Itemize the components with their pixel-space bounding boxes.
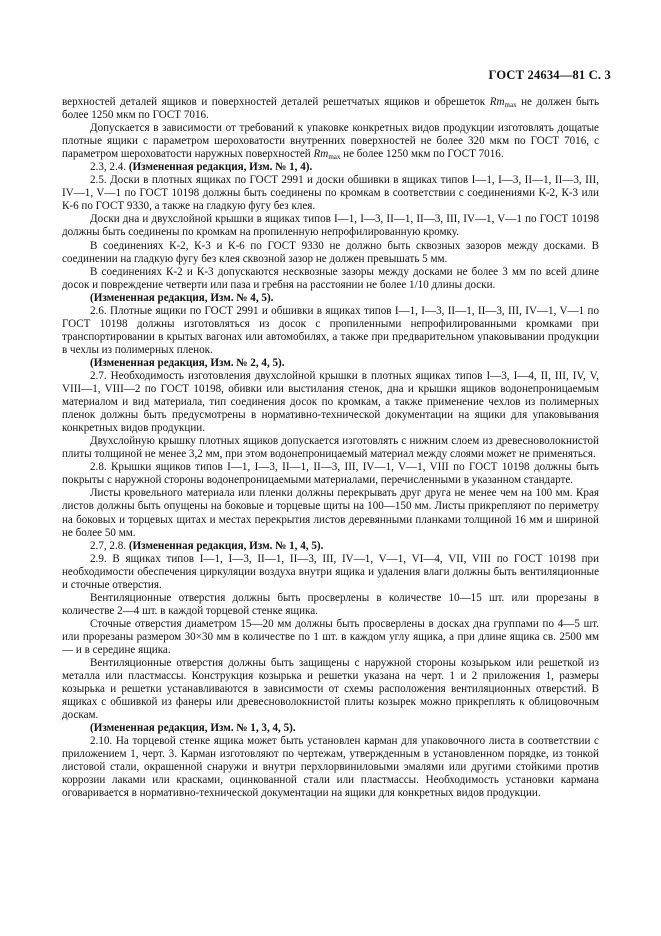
- paragraph-text: 2.7, 2.8.: [90, 539, 129, 552]
- paragraph-text: Вентиляционные отверстия должны быть защищены с наружной стороны козырьком или решеткой из металла или пластмассы. Конструкция козырька и решетки указана на черт. 1 и 2 приложения 1, размеры козырька и решетки устанавливаются в зависимости от схемы расположения вентиляционных отверстий. В ящиках с обшивкой из фанеры или древесноволокнистой плиты козырек можно прикреплять к облицовочным доскам.: [62, 657, 599, 722]
- paragraph-p7: [62, 292, 599, 305]
- amendment-note: (Измененная редакция, Изм. № 1, 4, 5).: [128, 539, 324, 552]
- paragraph-p2: [62, 161, 599, 174]
- amendment-note: (Измененная редакция, Изм. № 1, 4).: [128, 161, 313, 174]
- amendment-note: (Измененная редакция, Изм. № 2, 4, 5).: [90, 356, 285, 369]
- paragraph-p12: [62, 461, 599, 487]
- paragraph-p15: [62, 553, 599, 592]
- paragraph-text: 2.5. Доски в плотных ящиках по ГОСТ 2991 и доски обшивки в ящиках типов I—1, I—3, II—1, II—3, III, IV—1, V—1 по ГОСТ 10198 должны быть соединены по кромкам в соответствии с соединениями К-2, К-3 или К-6 по ГОСТ 9330, а также на гладкую фугу без клея.: [62, 174, 599, 213]
- paragraph-p19: [62, 722, 599, 735]
- subscript-text: max: [504, 101, 517, 109]
- paragraph-p1: [62, 122, 599, 161]
- page-header: ГОСТ 24634—81 С. 3: [488, 68, 611, 82]
- paragraph-p16: [62, 592, 599, 618]
- paragraph-text: 2.3, 2.4.: [90, 161, 129, 174]
- paragraph-text: не должен быть более 1250 мкм по ГОСТ 7016.: [62, 96, 599, 122]
- paragraph-text: не более 1250 мкм по ГОСТ 7016.: [340, 148, 504, 161]
- paragraph-text: 2.7. Необходимость изготовления двухслойной крышки в плотных ящиках типов I—3, I—4, II, III, IV, V, VIII—1, VIII—2 по ГОСТ 10198, обивки или выстилания стенок, дна и крышки ящиков водонепроницаемым материалом и вид материала, тип соединения досок по кромкам, а также применение чехлов из полимерных пленок должны быть предусмотрены в нормативно-технической документации на ящики для упаковывания конкретных видов продукции.: [62, 369, 599, 435]
- paragraph-p9: [62, 357, 599, 370]
- paragraph-text: верхностей деталей ящиков и поверхностей деталей решетчатых ящиков и обрешеток: [62, 96, 490, 108]
- paragraph-text: 2.10. На торцевой стенке ящика может быть установлен карман для упаковочного листа в соответствии с приложением 1, черт. 3. Карман изготовляют по чертежам, утвержденным в установленном порядке, из тонкой листовой стали, окрашенной снаружи и внутри перхлорвиниловыми эмалями или другими стойкими против коррозии лаками или красками, оцинкованной стали или пластмассы. Необходимость установки кармана оговаривается в нормативно-технической документации на ящики для конкретных видов продукции.: [62, 735, 599, 800]
- document-body: [62, 96, 599, 801]
- paragraph-text: Сточные отверстия диаметром 15—20 мм должны быть просверлены в досках дна группами по 4—5 шт. или прорезаны размером 30×30 мм в количестве по 1 шт. в каждом углу ящика, а при длине ящика св. 2500 мм — и в середине ящика.: [62, 617, 599, 656]
- paragraph-p3: [62, 174, 599, 213]
- paragraph-p17: [62, 618, 599, 657]
- paragraph-text: 2.6. Плотные ящики по ГОСТ 2991 и обшивки в ящиках типов I—1, I—3, II—1, II—3, III, IV—1, V—1 по ГОСТ 10198 должны изготовляться из досок с пропиленными непрофилированными кромками при транспортировании в крытых вагонах или автомобилях, а также при предварительном упаковывании продукции в чехлы из полимерных пленок.: [62, 304, 599, 356]
- paragraph-text: В соединениях К-2 и К-3 допускаются несквозные зазоры между досками не более 3 мм по всей длине досок и повреждение четверти или паза и гребня на расстоянии не более 1/10 длины доски.: [62, 265, 599, 291]
- subscript-text: max: [328, 153, 341, 162]
- paragraph-p20: [62, 735, 599, 800]
- paragraph-text: Вентиляционные отверстия должны быть просверлены в количестве 10—15 шт. или прорезаны в количестве 2—4 шт. в каждой торцевой стенке ящика.: [62, 591, 599, 617]
- paragraph-p13: [62, 487, 599, 539]
- paragraph-text: Двухслойную крышку плотных ящиков допускается изготовлять с нижним слоем из древесноволокнистой плиты толщиной не менее 3,2 мм, при этом водонепроницаемый материал между слоями может не применяться.: [62, 435, 599, 461]
- paragraph-text: В соединениях К-2, К-3 и К-6 по ГОСТ 9330 не должно быть сквозных зазоров между досками. В соединении на гладкую фугу без клея сквозной зазор не должен превышать 5 мм.: [62, 239, 599, 265]
- paragraph-text: Допускается в зависимости от требований к упаковке конкретных видов продукции изготовлять дощатые плотные ящики с параметром шероховатости внутренних поверхностей не более 320 мкм по ГОСТ 7016, с параметром шероховатости наружных поверхностей: [62, 122, 599, 161]
- italic-symbol: Rm: [489, 96, 505, 108]
- amendment-note: (Измененная редакция, Изм. № 1, 3, 4, 5).: [90, 722, 296, 735]
- italic-symbol: Rm: [313, 148, 329, 161]
- paragraph-p14: [62, 540, 599, 553]
- amendment-note: (Измененная редакция, Изм. № 4, 5).: [90, 291, 274, 304]
- paragraph-p18: [62, 657, 599, 722]
- paragraph-text: Доски дна и двухслойной крышки в ящиках типов I—1, I—3, II—1, II—3, III, IV—1, V—1 по ГОСТ 10198 должны быть соединены по кромкам на пропиленную непрофилированную кромку.: [62, 213, 599, 239]
- paragraph-p0: [62, 96, 599, 122]
- paragraph-p6: [62, 266, 599, 292]
- paragraph-p4: [62, 213, 599, 239]
- paragraph-text: 2.8. Крышки ящиков типов I—1, I—3, II—1, II—3, III, IV—1, V—1, VIII по ГОСТ 10198 должны быть покрыты с наружной стороны водонепроницаемыми материалами, перечисленными в указанном стандарте.: [62, 461, 599, 487]
- paragraph-p11: [62, 435, 599, 461]
- paragraph-text: Листы кровельного материала или пленки должны перекрывать друг друга не менее чем на 100 мм. Края листов должны быть опущены на боковые и торцевые щиты на 100—150 мм. Листы прикрепляют по периметру на боковых и торцевых щитах и местах перекрытия листов деревянными планками толщиной 16 мм и шириной не более 50 мм.: [62, 487, 599, 539]
- paragraph-text: 2.9. В ящиках типов I—1, I—3, II—1, II—3, III, IV—1, V—1, VI—4, VII, VIII по ГОСТ 10198 при необходимости обеспечения циркуляции воздуха внутри ящика и удаления влаги должны быть вентиляционные и сточные отверстия.: [62, 552, 599, 591]
- paragraph-p5: [62, 240, 599, 266]
- paragraph-p10: [62, 370, 599, 435]
- paragraph-p8: [62, 305, 599, 357]
